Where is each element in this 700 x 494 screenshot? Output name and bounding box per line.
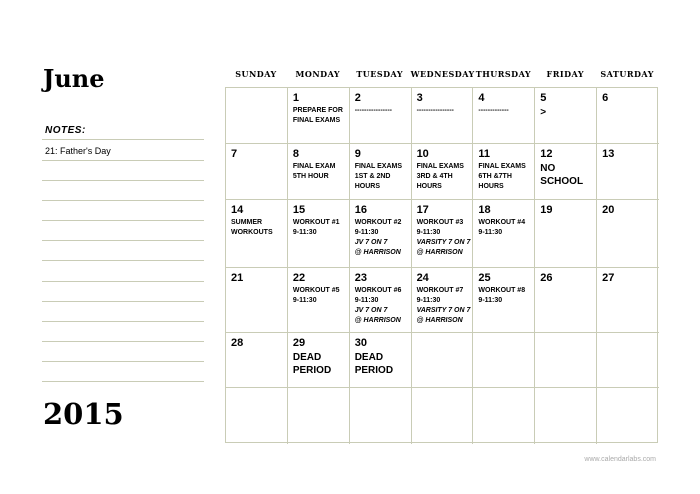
event-line: 9-11:30 [292,229,317,236]
note-line [42,260,204,261]
day-cell[interactable] [350,144,412,200]
day-number: 16 [354,204,367,216]
month-title: June [43,64,105,93]
day-number: 27 [602,272,615,284]
day-cell[interactable] [412,88,474,144]
day-cell[interactable] [597,388,659,444]
day-cell[interactable] [226,200,288,268]
event-line: 9-11:30 [478,229,503,236]
footer-url: www.calendarlabs.com [584,456,656,463]
event-line: 9-11:30 [416,229,441,236]
day-events [417,106,471,116]
note-line [42,160,204,161]
event-line: 6TH &7TH [478,173,512,180]
day-cell[interactable] [473,200,535,268]
day-number: 20 [602,204,615,216]
event-line: JV 7 ON 7 [354,239,388,246]
day-events [293,162,347,182]
day-cell[interactable] [350,88,412,144]
day-number: 23 [354,272,367,284]
day-number: 5 [540,92,547,104]
day-cell[interactable] [597,333,659,388]
event-line: FINAL EXAMS [478,163,526,170]
day-number: 4 [478,92,485,104]
weekday-thursday: THURSDAY [475,69,532,79]
day-number: 2 [354,92,361,104]
day-number: 13 [602,148,615,160]
note-item: 21: Father's Day [45,146,111,156]
weekday-wednesday: WEDNESDAY [410,69,475,79]
event-line: @ HARRISON [354,317,401,324]
event-line: HOURS [354,183,380,190]
day-events [231,218,285,238]
day-events [293,218,347,238]
weekday-saturday: SATURDAY [600,69,654,79]
day-number: 28 [231,337,244,349]
day-cell[interactable] [597,88,659,144]
day-cell[interactable] [473,333,535,388]
day-cell[interactable] [226,333,288,388]
day-events [417,286,471,326]
day-number: 17 [416,204,429,216]
event-line: WORKOUT #1 [292,219,340,226]
day-number: 3 [416,92,423,104]
day-cell[interactable] [597,268,659,333]
day-number: 9 [354,148,361,160]
event-line: WORKOUT #6 [354,287,402,294]
day-cell[interactable] [535,268,597,333]
day-cell[interactable] [288,88,350,144]
event-line: VARSITY 7 ON 7 [416,239,471,246]
day-events [355,286,409,326]
day-cell[interactable] [597,144,659,200]
event-line: SCHOOL [540,176,584,187]
day-number: 6 [602,92,609,104]
day-number: 14 [231,204,244,216]
event-line: WORKOUT #2 [354,219,402,226]
event-line: FINAL EXAMS [292,117,341,124]
day-number: 24 [416,272,429,284]
day-number: 7 [231,148,238,160]
day-cell[interactable] [412,268,474,333]
event-line: 9-11:30 [354,297,379,304]
day-events [540,162,594,188]
weekday-friday: FRIDAY [546,69,585,79]
day-events [355,351,409,377]
weekday-sunday: SUNDAY [235,69,277,79]
note-line [42,341,204,342]
note-line [42,200,204,201]
day-number: 25 [478,272,491,284]
day-cell[interactable] [535,144,597,200]
note-line [42,139,204,140]
day-events [355,162,409,192]
event-line: JV 7 ON 7 [354,307,388,314]
event-line: 1ST & 2ND [354,173,391,180]
note-line [42,321,204,322]
note-line [42,301,204,302]
note-line [42,220,204,221]
event-line: ---------------- [416,107,454,114]
event-line: HOURS [416,183,442,190]
day-cell[interactable] [535,388,597,444]
day-events [417,162,471,192]
day-cell[interactable] [412,200,474,268]
event-line: > [540,107,547,118]
day-events [293,106,347,126]
day-cell[interactable] [412,388,474,444]
event-line: WORKOUT #5 [292,287,340,294]
note-line [42,180,204,181]
event-line: ---------------- [354,107,392,114]
day-cell[interactable] [288,333,350,388]
event-line: 9-11:30 [416,297,441,304]
day-cell[interactable] [597,200,659,268]
day-events [355,218,409,258]
day-events [293,351,347,377]
day-number: 12 [540,148,553,160]
event-line: PERIOD [354,365,394,376]
day-cell[interactable] [473,268,535,333]
day-events [417,218,471,258]
day-events [478,286,532,306]
event-line: WORKOUT #4 [478,219,526,226]
day-number: 11 [478,148,491,160]
day-cell[interactable] [288,268,350,333]
day-cell[interactable] [288,388,350,444]
day-events [355,106,409,116]
day-events [293,286,347,306]
day-number: 10 [416,148,429,160]
day-cell[interactable] [535,200,597,268]
day-cell[interactable] [412,333,474,388]
day-number: 1 [292,92,299,104]
day-number: 19 [540,204,553,216]
notes-label: NOTES: [45,125,86,136]
day-cell[interactable] [350,200,412,268]
day-cell[interactable] [350,388,412,444]
event-line: HOURS [478,183,504,190]
event-line: 5TH HOUR [292,173,329,180]
year-title: 2015 [43,397,124,431]
event-line: WORKOUT #3 [416,219,464,226]
day-cell[interactable] [473,388,535,444]
day-number: 8 [292,148,299,160]
day-cell[interactable] [288,200,350,268]
day-number: 15 [292,204,306,216]
day-cell[interactable] [288,144,350,200]
event-line: WORKOUT #7 [416,287,464,294]
event-line: @ HARRISON [416,249,463,256]
day-events [478,162,532,192]
day-events [540,106,594,119]
note-line [42,361,204,362]
day-number: 22 [292,272,306,284]
event-line: @ HARRISON [416,317,463,324]
note-line [42,281,204,282]
event-line: PREPARE FOR [292,107,343,114]
day-number: 21 [231,272,244,284]
day-cell[interactable] [226,268,288,333]
event-line: FINAL EXAMS [416,163,464,170]
day-cell[interactable] [350,333,412,388]
weekday-monday: MONDAY [295,69,341,79]
event-line: 9-11:30 [478,297,503,304]
event-line: VARSITY 7 ON 7 [416,307,471,314]
day-events [478,106,532,116]
event-line: ------------- [478,107,509,114]
event-line: WORKOUT #8 [478,287,526,294]
event-line: DEAD [292,352,322,363]
event-line: FINAL EXAM [292,163,336,170]
day-cell[interactable] [226,88,288,144]
day-number: 29 [292,337,306,349]
day-events [478,218,532,238]
weekday-tuesday: TUESDAY [356,69,404,79]
day-cell[interactable] [350,268,412,333]
day-cell[interactable] [226,144,288,200]
event-line: 9-11:30 [292,297,317,304]
event-line: SUMMER [231,219,263,226]
day-cell[interactable] [226,388,288,444]
day-cell[interactable] [473,88,535,144]
event-line: FINAL EXAMS [354,163,403,170]
day-cell[interactable] [412,144,474,200]
event-line: @ HARRISON [354,249,401,256]
calendar-grid [225,87,658,443]
day-cell[interactable] [535,333,597,388]
event-line: WORKOUTS [231,229,273,236]
event-line: PERIOD [292,365,332,376]
day-number: 18 [478,204,491,216]
note-line [42,381,204,382]
event-line: 3RD & 4TH [416,173,453,180]
day-number: 30 [354,337,367,349]
day-cell[interactable] [535,88,597,144]
event-line: 9-11:30 [354,229,379,236]
day-number: 26 [540,272,553,284]
note-line [42,240,204,241]
event-line: DEAD [354,352,384,363]
event-line: NO [540,163,556,174]
day-cell[interactable] [473,144,535,200]
